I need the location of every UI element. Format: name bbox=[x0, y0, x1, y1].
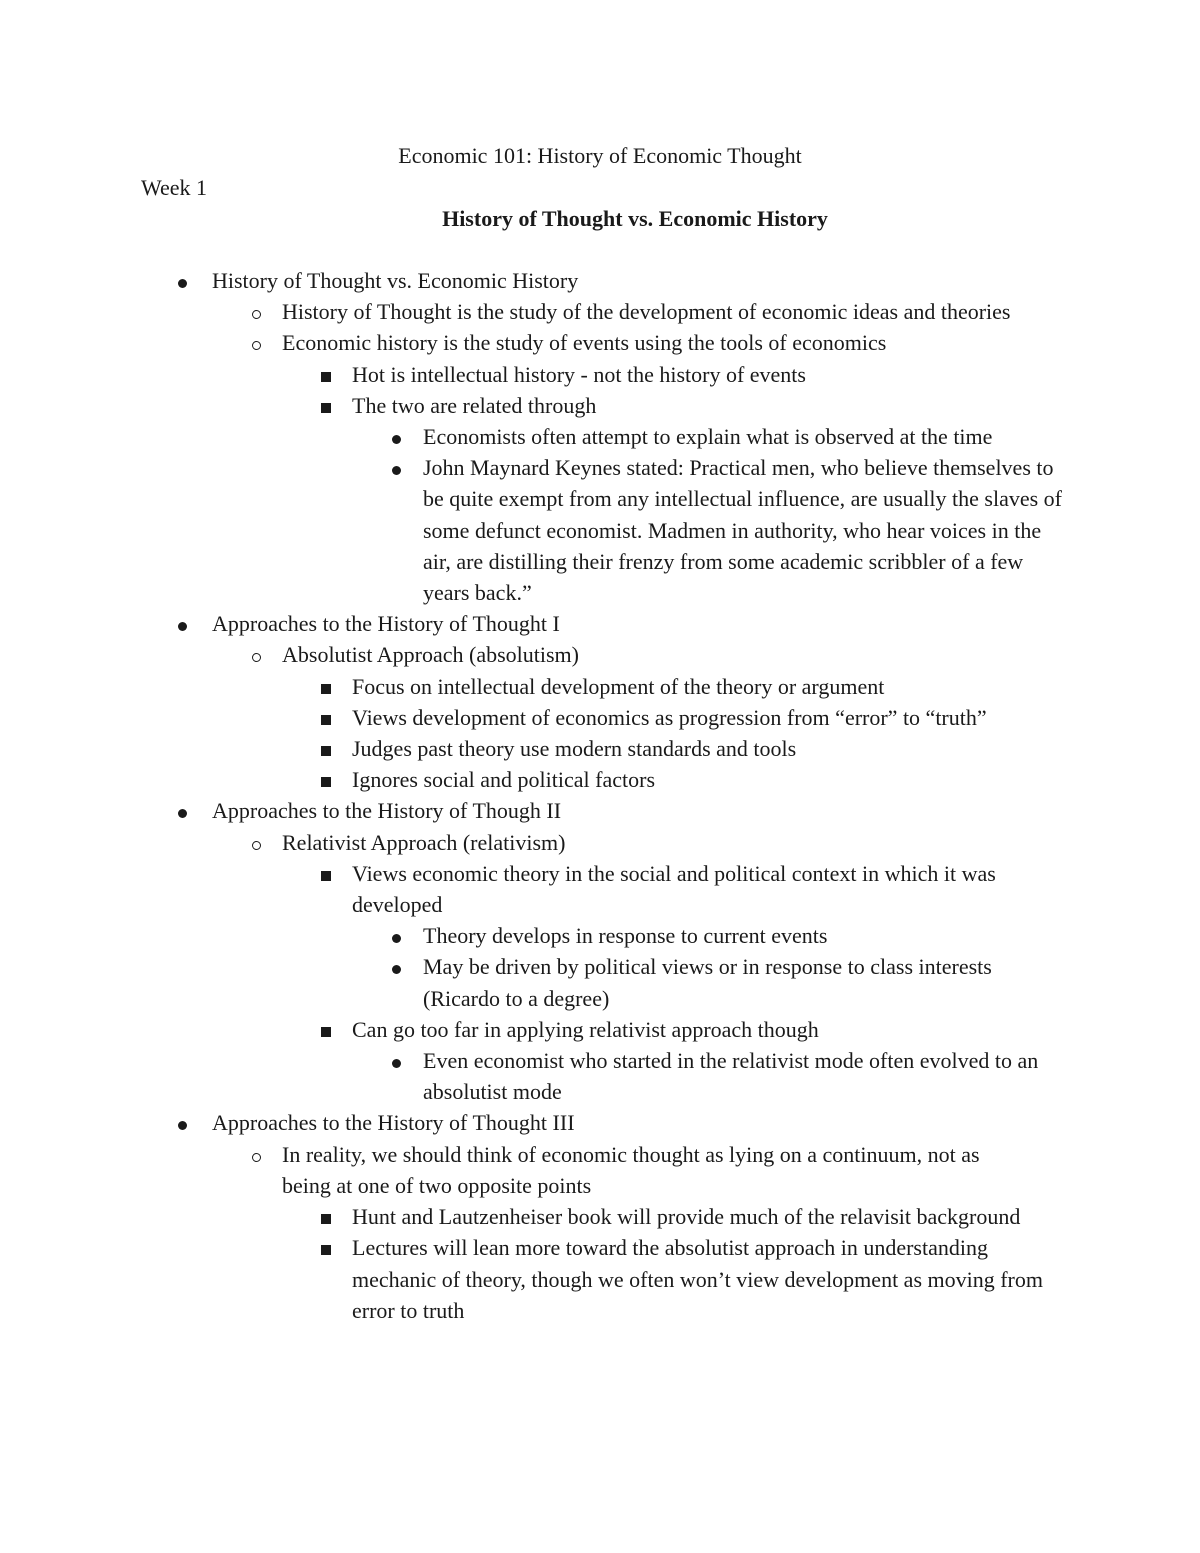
list-item bbox=[0, 327, 1022, 358]
list-item-text: Views development of economics as progression from “error” to “truth” bbox=[352, 704, 987, 730]
list-item-text: Approaches to the History of Thought I bbox=[212, 611, 560, 637]
list-item-text: John Maynard Keynes stated: Practical men, who believe themselves to be quite exempt from any intellectual influence, are usually the slaves of some defunct economist. Madmen in authority, who hear voices in the air, are distilling their frenzy from some academic scribbler of a few years back.” bbox=[423, 455, 1062, 606]
bullet-circle-icon bbox=[246, 296, 266, 327]
list-item-text: Economic history is the study of events using the tools of economics bbox=[282, 330, 887, 356]
list-item-text: The two are related through bbox=[352, 392, 597, 418]
list-item-text: Economists often attempt to explain what is observed at the time bbox=[423, 424, 993, 450]
bullet-dot-icon bbox=[172, 1107, 192, 1138]
list-item bbox=[0, 827, 1022, 858]
bullet-square-icon bbox=[316, 390, 336, 421]
list-item bbox=[0, 1201, 1052, 1232]
list-item bbox=[0, 1139, 1022, 1201]
list-item bbox=[0, 671, 1052, 702]
list-item-text: May be driven by political views or in response to class interests (Ricardo to a degree) bbox=[423, 954, 992, 1011]
bullet-dot-icon bbox=[386, 920, 406, 951]
list-item bbox=[0, 265, 1072, 296]
list-item-text: Absolutist Approach (absolutism) bbox=[282, 642, 579, 668]
list-item-text: Approaches to the History of Thought III bbox=[212, 1110, 575, 1136]
list-item-text: Relativist Approach (relativism) bbox=[282, 829, 566, 855]
section-heading: History of Thought vs. Economic History bbox=[442, 206, 828, 231]
bullet-dot-icon bbox=[172, 795, 192, 826]
list-item bbox=[0, 1107, 1072, 1138]
list-item bbox=[0, 296, 1022, 327]
document-title: Economic 101: History of Economic Thought bbox=[398, 143, 802, 168]
list-item bbox=[0, 764, 1052, 795]
list-item-text: Ignores social and political factors bbox=[352, 767, 656, 793]
bullet-square-icon bbox=[316, 671, 336, 702]
bullet-circle-icon bbox=[246, 639, 266, 670]
week-label: Week 1 bbox=[141, 175, 208, 200]
list-item-text: Focus on intellectual development of the theory or argument bbox=[352, 673, 885, 699]
list-item-text: Judges past theory use modern standards and tools bbox=[352, 736, 797, 762]
list-item-text: History of Thought is the study of the development of economic ideas and theories bbox=[282, 299, 1011, 325]
bullet-dot-icon bbox=[386, 951, 406, 982]
list-item-text: History of Thought vs. Economic History bbox=[212, 268, 579, 293]
list-item bbox=[0, 920, 1063, 951]
bullet-square-icon bbox=[316, 1232, 336, 1263]
list-item-text: In reality, we should think of economic thought as lying on a continuum, not as being at one of two opposite points bbox=[282, 1141, 980, 1198]
list-item-text: Hunt and Lautzenheiser book will provide much of the relavisit background bbox=[352, 1204, 1021, 1230]
list-item bbox=[0, 390, 1052, 421]
list-item-text: Can go too far in applying relativist approach though bbox=[352, 1016, 819, 1042]
bullet-dot-icon bbox=[172, 265, 192, 296]
list-item bbox=[0, 452, 1063, 608]
bullet-square-icon bbox=[316, 764, 336, 795]
bullet-square-icon bbox=[316, 733, 336, 764]
list-item bbox=[0, 858, 1052, 920]
bullet-dot-icon bbox=[386, 1045, 406, 1076]
notes-outline bbox=[0, 265, 1200, 1326]
bullet-square-icon bbox=[316, 702, 336, 733]
list-item-text: Lectures will lean more toward the absolutist approach in understanding mechanic of theory, though we often won’t view development as moving from error to truth bbox=[352, 1235, 1043, 1323]
bullet-square-icon bbox=[316, 359, 336, 390]
bullet-square-icon bbox=[316, 1201, 336, 1232]
bullet-dot-icon bbox=[172, 608, 192, 639]
list-item-text: Even economist who started in the relativist mode often evolved to an absolutist mode bbox=[423, 1048, 1039, 1105]
list-item bbox=[0, 733, 1052, 764]
list-item-text: Approaches to the History of Though II bbox=[212, 798, 562, 824]
list-item-text: Views economic theory in the social and political context in which it was developed bbox=[352, 860, 996, 918]
bullet-circle-icon bbox=[246, 327, 266, 358]
list-item bbox=[0, 702, 1052, 733]
bullet-dot-icon bbox=[386, 421, 406, 452]
list-item bbox=[0, 421, 1063, 452]
list-item bbox=[0, 1045, 1063, 1107]
bullet-circle-icon bbox=[246, 1139, 266, 1170]
bullet-square-icon bbox=[316, 1014, 336, 1045]
list-item bbox=[0, 639, 1022, 670]
list-item bbox=[0, 608, 1072, 639]
list-item bbox=[0, 951, 1063, 1013]
list-item bbox=[0, 359, 1052, 390]
list-item bbox=[0, 795, 1072, 826]
list-item-text: Theory develops in response to current events bbox=[423, 923, 828, 949]
list-item bbox=[0, 1232, 1052, 1326]
bullet-square-icon bbox=[316, 858, 336, 889]
bullet-dot-icon bbox=[386, 452, 406, 483]
bullet-circle-icon bbox=[246, 827, 266, 858]
list-item-text: Hot is intellectual history - not the history of events bbox=[352, 361, 806, 387]
list-item bbox=[0, 1014, 1052, 1045]
